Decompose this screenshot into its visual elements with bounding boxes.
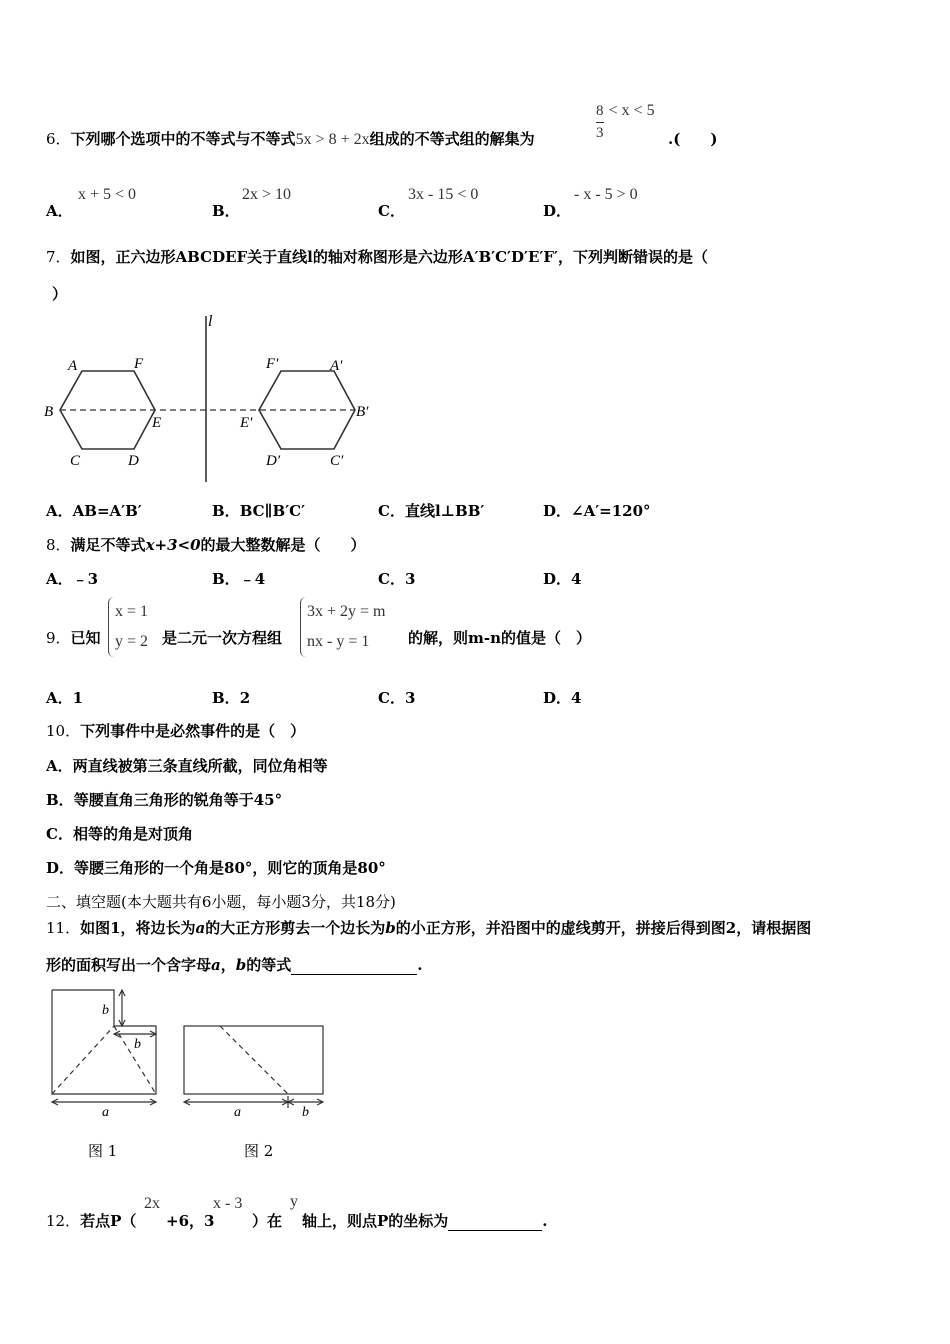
q6-tail: .( )	[668, 130, 718, 148]
q7-number: 7．	[46, 248, 71, 266]
label-l: l	[208, 313, 213, 330]
section-2-heading: 二、填空题(本大题共有6小题，每小题3分，共18分)	[46, 893, 396, 911]
q10-option-d: D．等腰三角形的一个角是80°，则它的顶角是80°	[46, 859, 386, 877]
q7-stem	[46, 246, 708, 267]
q7-option-b: B．BC∥B′C′	[212, 502, 306, 520]
q6-inequality: 5x > 8 + 2x	[295, 131, 370, 148]
q12-sup-y: y	[290, 1193, 298, 1210]
q9-option-d: D．4	[543, 689, 582, 707]
q6-option-c-label: C．	[378, 202, 405, 220]
q8-option-b: B．﹣4	[212, 570, 266, 588]
q7-line2: ）	[52, 285, 68, 303]
q6-option-a-label: A．	[46, 202, 73, 220]
q9-sys2-line2: nx - y = 1	[307, 633, 370, 650]
q6-frac-den: 3	[596, 125, 604, 141]
q8-stem: 8．满足不等式x+3<0的最大整数解是（ ）	[46, 536, 366, 554]
q8-option-a: A．﹣3	[46, 570, 99, 588]
fig2-label-a: a	[234, 1105, 241, 1120]
q8-expression: x+3<0	[145, 536, 201, 554]
q6-text-b: 组成的不等式组的解集为	[369, 130, 535, 148]
label-f: F	[134, 356, 144, 372]
q9-option-a: A．1	[46, 689, 84, 707]
q12-text-b: +6，3	[166, 1212, 215, 1230]
q10-option-b: B．等腰直角三角形的锐角等于45°	[46, 791, 283, 809]
q9-system-1	[108, 597, 148, 657]
q7-line1: 如图，正六边形ABCDEF关于直线l的轴对称图形是六边形A′B′C′D′E′F′，下列判断错误的是（	[70, 248, 708, 266]
label-e: E	[152, 415, 162, 431]
q6-option-a-expr: x + 5 < 0	[78, 186, 137, 203]
q6-fraction	[596, 104, 604, 141]
q11-figures	[40, 984, 340, 1124]
q6-option-b-label: B．	[212, 202, 240, 220]
label-d: D	[128, 453, 139, 469]
q6-text-a: 下列哪个选项中的不等式与不等式	[70, 130, 296, 148]
fig1-label-a: a	[102, 1105, 109, 1120]
q6-option-b-expr: 2x > 10	[242, 186, 292, 203]
q10-option-a: A．两直线被第三条直线所截，同位角相等	[46, 757, 328, 775]
q9-sys1-line1: x = 1	[115, 603, 149, 620]
q6-solution-rest: < x < 5	[608, 102, 655, 119]
label-f-prime: F′	[266, 356, 279, 372]
fig1-caption: 图 1	[88, 1142, 118, 1160]
label-d-prime: D′	[266, 453, 281, 469]
q6-option-d-label: D．	[543, 202, 572, 220]
q6-solution	[596, 102, 655, 141]
label-b: B	[44, 404, 54, 420]
q12-answer-blank[interactable]	[448, 1212, 542, 1231]
q10-stem: 10．下列事件中是必然事件的是（ ）	[46, 722, 306, 740]
q6-option-d-expr: - x - 5 > 0	[574, 186, 638, 203]
q7-option-d: D．∠A′=120°	[543, 502, 651, 520]
fig1-label-b-horizontal: b	[134, 1037, 141, 1052]
fig2-caption: 图 2	[244, 1142, 274, 1160]
q8-option-d: D．4	[543, 570, 582, 588]
q12-text-a: 12．若点P（	[46, 1212, 137, 1230]
q9-sys1-line2: y = 2	[115, 633, 149, 650]
q12-sup-x-3: x - 3	[213, 1195, 243, 1212]
q11-line1: 11．如图1，将边长为a的大正方形剪去一个边长为b的小正方形，并沿图中的虚线剪开，拼接后得到图2，请根据图	[46, 919, 812, 937]
q6-number: 6．	[46, 130, 71, 148]
q9-sys2-line1: 3x + 2y = m	[307, 603, 386, 620]
label-c-prime: C′	[330, 453, 344, 469]
label-a-prime: A′	[330, 358, 343, 374]
figure-2	[184, 1026, 323, 1108]
q12-text-d: 轴上，则点P的坐标为 .	[302, 1212, 548, 1230]
label-b-prime: B′	[356, 404, 369, 420]
q12-sup-2x: 2x	[144, 1195, 160, 1212]
q6-stem	[46, 128, 535, 149]
q6-option-c-expr: 3x - 15 < 0	[408, 186, 479, 203]
label-c: C	[70, 453, 81, 469]
q9-system-2	[300, 597, 386, 657]
q10-option-c: C．相等的角是对顶角	[46, 825, 193, 843]
q11-answer-blank[interactable]	[291, 956, 417, 975]
q12-text-c: ）在	[252, 1212, 283, 1230]
q9-text-c: 的解，则m-n的值是（ ）	[408, 629, 592, 647]
q7-option-a: A．AB=A′B′	[46, 502, 142, 520]
q6-frac-num: 8	[596, 103, 604, 119]
q8-option-c: C．3	[378, 570, 416, 588]
label-a: A	[68, 358, 78, 374]
fig2-label-b: b	[302, 1105, 309, 1120]
q9-text-a: 9．已知	[46, 629, 101, 647]
q9-option-c: C．3	[378, 689, 416, 707]
q11-line2: 形的面积写出一个含字母a，b的等式 .	[46, 956, 423, 974]
q9-text-b: 是二元一次方程组	[162, 629, 283, 647]
q7-option-c: C．直线l⊥BB′	[378, 502, 485, 520]
fig1-label-b-vertical: b	[102, 1003, 109, 1018]
q7-hexagon-figure	[40, 306, 390, 486]
q9-option-b: B．2	[212, 689, 251, 707]
label-e-prime: E′	[240, 415, 253, 431]
